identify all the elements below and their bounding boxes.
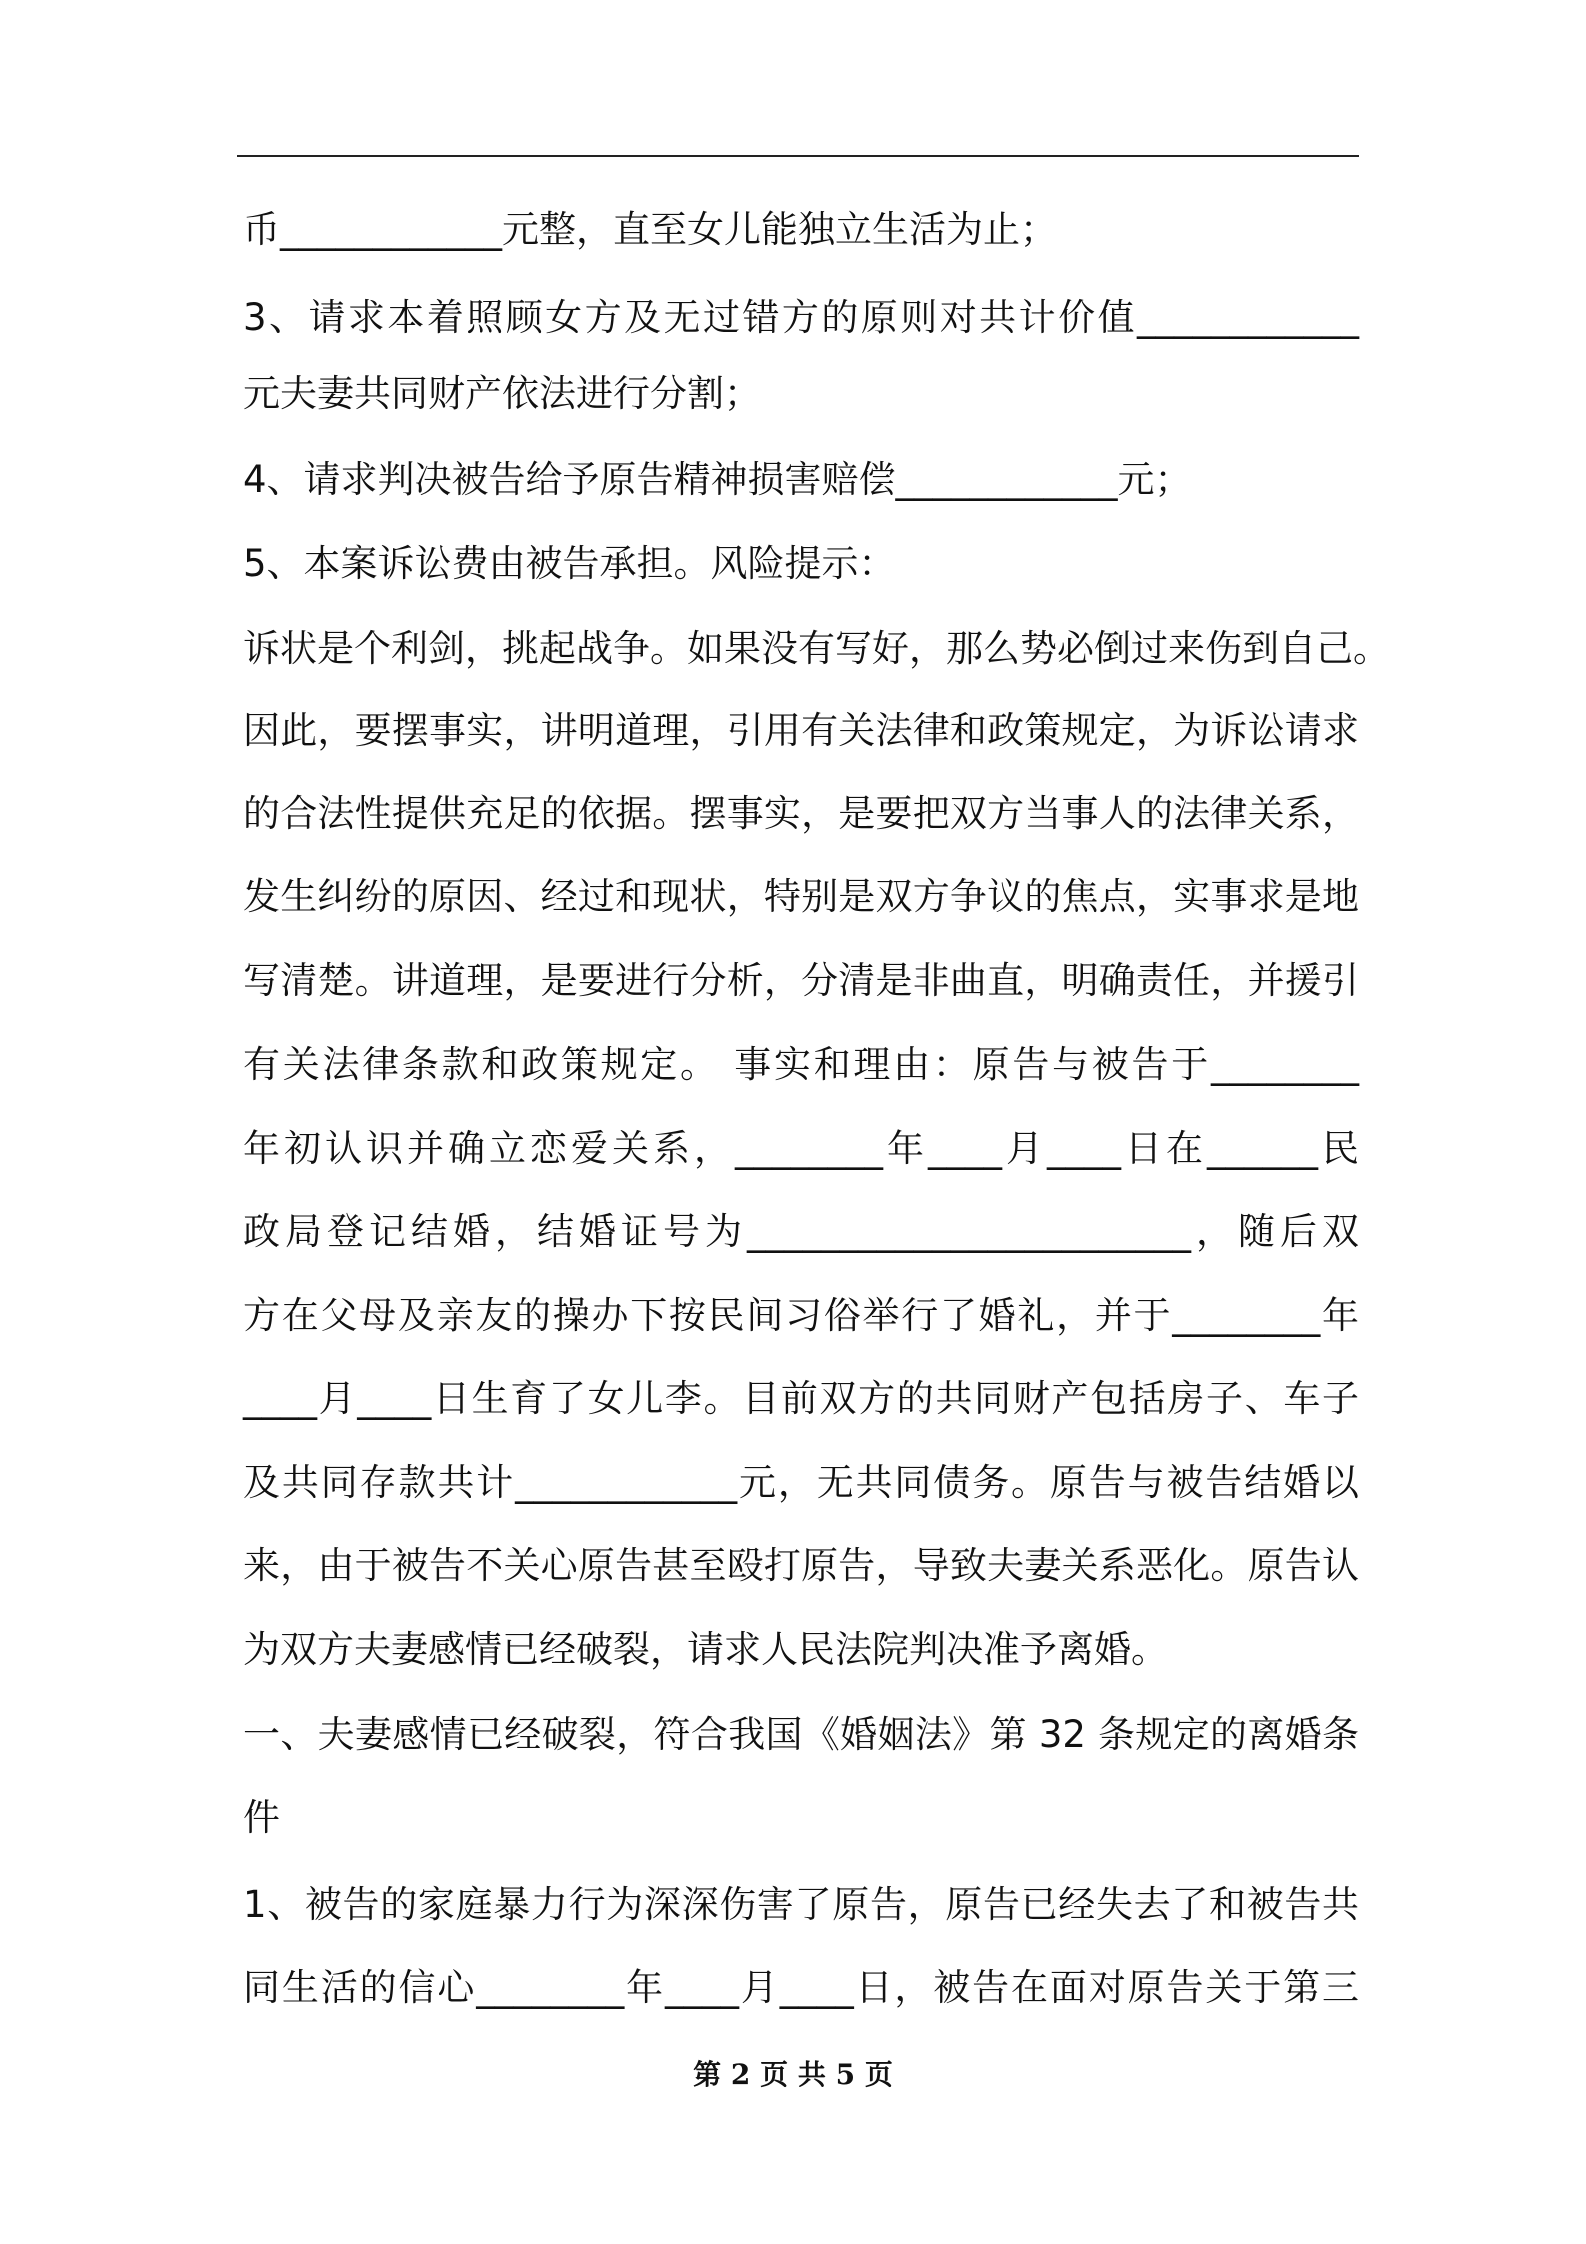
text-line: 因此，要摆事实，讲明道理，引用有关法律和政策规定，为诉讼请求 [243,709,1359,752]
text-line: 币____________元整，直至女儿能独立生活为止； [243,208,1057,251]
text-line: 来，由于被告不关心原告甚至殴打原告，导致夫妻关系恶化。原告认 [243,1544,1359,1587]
text-line: 3、请求本着照顾女方及无过错方的原则对共计价值____________ [243,296,1359,339]
text-line: ____月____日生育了女儿李。目前双方的共同财产包括房子、车子 [243,1377,1359,1420]
text-line: 4、请求判决被告给予原告精神损害赔偿____________元； [243,458,1192,501]
text-line: 5、本案诉讼费由被告承担。风险提示： [243,542,896,585]
text-line: 件 [243,1796,280,1839]
text-line: 有关法律条款和政策规定。 事实和理由：原告与被告于________ [243,1043,1359,1086]
text-line: 的合法性提供充足的依据。摆事实，是要把双方当事人的法律关系， [243,792,1359,835]
text-line: 发生纠纷的原因、经过和现状，特别是双方争议的焦点，实事求是地 [243,875,1359,918]
text-line: 同生活的信心________年____月____日，被告在面对原告关于第三 [243,1966,1359,2009]
text-line: 1、被告的家庭暴力行为深深伤害了原告，原告已经失去了和被告共 [243,1883,1359,1926]
text-line: 及共同存款共计____________元，无共同债务。原告与被告结婚以 [243,1461,1359,1504]
text-line: 元夫妻共同财产依法进行分割； [243,372,761,415]
text-line: 政局登记结婚，结婚证号为________________________，随后双 [243,1210,1359,1253]
text-line: 为双方夫妻感情已经破裂，请求人民法院判决准予离婚。 [243,1628,1168,1671]
page-number-footer: 第 2 页 共 5 页 [693,2058,893,2091]
text-line: 方在父母及亲友的操办下按民间习俗举行了婚礼，并于________年 [243,1294,1359,1337]
text-line: 一、夫妻感情已经破裂，符合我国《婚姻法》第 32 条规定的离婚条 [243,1713,1359,1756]
text-line: 写清楚。讲道理，是要进行分析，分清是非曲直，明确责任，并援引 [243,959,1359,1002]
text-line: 年初认识并确立恋爱关系，________年____月____日在______民 [243,1127,1359,1170]
text-line: 诉状是个利剑，挑起战争。如果没有写好，那么势必倒过来伤到自己。 [243,627,1390,670]
header-rule [237,155,1359,157]
